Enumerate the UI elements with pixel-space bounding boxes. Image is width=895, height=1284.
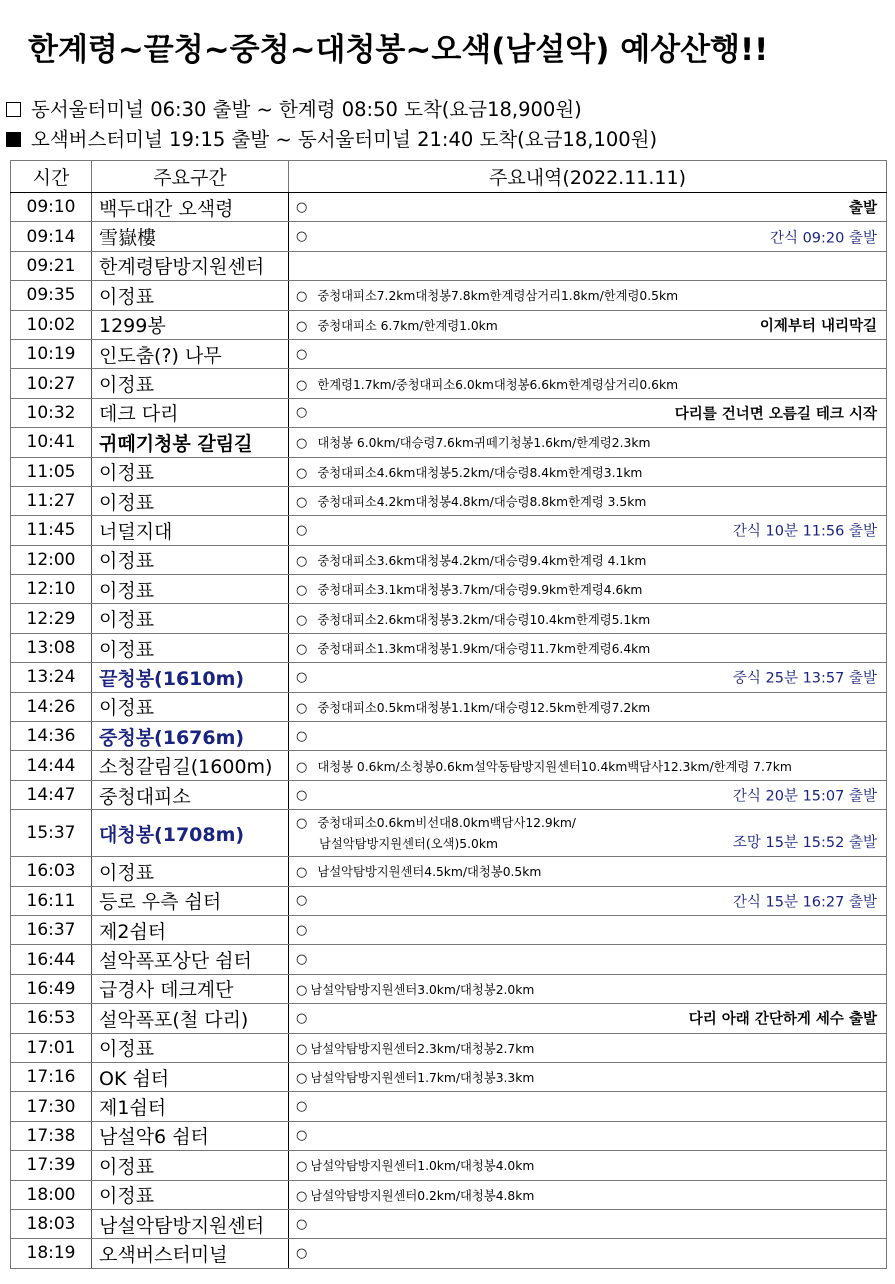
- row-detail: [289, 692, 887, 721]
- detail-text: 중청대피소2.6km대청봉3.2km/대승령10.4km한계령5.1km: [317, 612, 651, 627]
- circle-icon: ○: [296, 405, 308, 421]
- circle-icon: ○: [296, 865, 308, 881]
- row-section: 인도춤(?) 나무: [92, 339, 289, 368]
- row-section: 설악폭포상단 쉼터: [92, 945, 289, 974]
- circle-icon: ○: [296, 787, 308, 803]
- table-row: [11, 886, 887, 915]
- table-row: [11, 633, 887, 662]
- row-time: 11:05: [11, 457, 92, 486]
- table-row: [11, 945, 887, 974]
- table-row: [11, 281, 887, 310]
- row-note: 간식 10분 11:56 출발: [732, 523, 877, 540]
- detail-text: 남설악탐방지원센터1.0km/대청봉4.0km: [310, 1159, 535, 1174]
- row-time: 12:00: [11, 545, 92, 574]
- table-row: [11, 369, 887, 398]
- row-section: 이정표: [92, 486, 289, 515]
- transport-text: 오색버스터미널 19:15 출발 ~ 동서울터미널 21:40 도착(요금18,100원): [31, 128, 658, 151]
- circle-icon: ○: [296, 1010, 308, 1026]
- row-time: 13:24: [11, 663, 92, 692]
- row-time: 16:03: [11, 857, 92, 886]
- detail-text: 남설악탐방지원센터3.0km/대청봉2.0km: [310, 982, 535, 997]
- row-note: 간식 09:20 출발: [769, 230, 877, 247]
- detail-text: 남설악탐방지원센터(오색)5.0km: [319, 836, 498, 851]
- row-section: 대청봉(1708m): [92, 810, 289, 857]
- header-detail: 주요내역(2022.11.11): [289, 161, 887, 193]
- table-row: [11, 1004, 887, 1033]
- circle-icon: ○: [296, 1099, 308, 1115]
- row-detail: [289, 516, 887, 545]
- row-time: 17:38: [11, 1121, 92, 1150]
- table-row: [11, 1209, 887, 1238]
- circle-icon: ○: [296, 553, 308, 569]
- row-section: 이정표: [92, 1180, 289, 1209]
- table-row: [11, 575, 887, 604]
- circle-icon: ○: [296, 952, 308, 968]
- row-time: 18:00: [11, 1180, 92, 1209]
- row-section: 이정표: [92, 857, 289, 886]
- row-detail: [289, 457, 887, 486]
- row-time: 10:02: [11, 310, 92, 339]
- row-time: 17:01: [11, 1033, 92, 1062]
- row-detail: [289, 722, 887, 751]
- circle-icon: ○: [296, 893, 308, 909]
- row-detail: [289, 915, 887, 944]
- row-time: 12:10: [11, 575, 92, 604]
- header-section: 주요구간: [92, 161, 289, 193]
- table-row: [11, 251, 887, 280]
- row-section: 제2쉼터: [92, 915, 289, 944]
- detail-text: 중청대피소7.2km대청봉7.8km한계령삼거리1.8km/한계령0.5km: [317, 289, 679, 304]
- row-time: 09:14: [11, 222, 92, 251]
- row-section: 이정표: [92, 457, 289, 486]
- row-time: 09:35: [11, 281, 92, 310]
- row-time: 16:49: [11, 974, 92, 1003]
- row-detail: [289, 810, 887, 857]
- table-row: [11, 1121, 887, 1150]
- detail-text: 대청봉 6.0km/대승령7.6km귀떼기청봉1.6km/한계령2.3km: [317, 436, 651, 451]
- row-section: 이정표: [92, 633, 289, 662]
- row-section: 이정표: [92, 545, 289, 574]
- detail-text: 한계령1.7km/중청대피소6.0km대청봉6.6km한계령삼거리0.6km: [317, 377, 679, 392]
- circle-icon: ○: [296, 759, 308, 775]
- row-detail: [289, 1209, 887, 1238]
- row-time: 17:30: [11, 1092, 92, 1121]
- row-section: 이정표: [92, 369, 289, 398]
- table-row: [11, 663, 887, 692]
- table-row: [11, 604, 887, 633]
- row-section: 이정표: [92, 1033, 289, 1062]
- row-note: 다리를 건너면 오름길 테크 시작: [674, 406, 877, 423]
- table-row: [11, 339, 887, 368]
- table-row: [11, 486, 887, 515]
- row-section: 중청봉(1676m): [92, 722, 289, 751]
- circle-icon: ○: [296, 495, 308, 511]
- table-row: [11, 545, 887, 574]
- row-detail: [289, 575, 887, 604]
- table-row: [11, 1239, 887, 1268]
- transport-line-departure: [6, 94, 582, 122]
- row-time: 16:37: [11, 915, 92, 944]
- row-detail: [289, 428, 887, 457]
- row-section: 이정표: [92, 1151, 289, 1180]
- row-section: 제1쉼터: [92, 1092, 289, 1121]
- row-detail: [289, 281, 887, 310]
- row-detail: [289, 974, 887, 1003]
- row-note: 중식 25분 13:57 출발: [732, 670, 877, 687]
- row-section: 이정표: [92, 281, 289, 310]
- table-header-row: [11, 161, 887, 193]
- circle-icon: ○: [296, 522, 308, 538]
- detail-text: 중청대피소1.3km대청봉1.9km/대승령11.7km한계령6.4km: [317, 642, 651, 657]
- detail-text: 남설악탐방지원센터4.5km/대청봉0.5km: [317, 865, 542, 880]
- table-row: [11, 310, 887, 339]
- filled-square-icon: [6, 132, 21, 147]
- row-section: 데크 다리: [92, 398, 289, 427]
- detail-text: 남설악탐방지원센터0.2km/대청봉4.8km: [310, 1188, 535, 1203]
- row-detail: [289, 1092, 887, 1121]
- row-detail: [289, 545, 887, 574]
- circle-icon: ○: [296, 318, 308, 334]
- row-section: 1299봉: [92, 310, 289, 339]
- circle-icon: ○: [296, 642, 308, 658]
- circle-icon: ○: [296, 922, 308, 938]
- row-time: 14:47: [11, 780, 92, 809]
- table-row: [11, 751, 887, 780]
- row-time: 10:32: [11, 398, 92, 427]
- circle-icon: ○: [296, 728, 308, 744]
- circle-icon: ○: [296, 669, 308, 685]
- table-row: [11, 1033, 887, 1062]
- row-detail: [289, 1004, 887, 1033]
- detail-text: 중청대피소4.2km대청봉4.8km/대승령8.8km한계령 3.5km: [317, 495, 647, 510]
- table-row: [11, 915, 887, 944]
- row-detail: [289, 751, 887, 780]
- row-time: 10:41: [11, 428, 92, 457]
- detail-text: 중청대피소 6.7km/한계령1.0km: [317, 318, 498, 333]
- circle-icon: ○: [296, 377, 308, 393]
- schedule-table: [10, 160, 887, 1269]
- header-time: 시간: [11, 161, 92, 193]
- page-title: 한계령~끝청~중청~대청봉~오색(남설악) 예상산행!!: [28, 32, 769, 68]
- row-detail: [289, 1151, 887, 1180]
- row-time: 17:16: [11, 1062, 92, 1091]
- row-detail: [289, 1239, 887, 1268]
- table-row: [11, 457, 887, 486]
- circle-icon: ○: [296, 815, 308, 831]
- circle-icon: ○: [296, 436, 308, 452]
- row-detail: [289, 604, 887, 633]
- row-section: 설악폭포(철 다리): [92, 1004, 289, 1033]
- circle-icon: ○: [296, 465, 308, 481]
- row-time: 14:36: [11, 722, 92, 751]
- row-time: 10:19: [11, 339, 92, 368]
- row-detail: [289, 222, 887, 251]
- row-section: 이정표: [92, 692, 289, 721]
- detail-text: 남설악탐방지원센터2.3km/대청봉2.7km: [310, 1041, 535, 1056]
- row-section: OK 쉼터: [92, 1062, 289, 1091]
- circle-icon: ○: [296, 982, 308, 998]
- empty-square-icon: [6, 102, 21, 117]
- row-section: 남설악6 쉼터: [92, 1121, 289, 1150]
- circle-icon: ○: [296, 199, 308, 215]
- row-detail: [289, 663, 887, 692]
- circle-icon: ○: [296, 1216, 308, 1232]
- table-row: [11, 780, 887, 809]
- row-detail: [289, 1033, 887, 1062]
- table-row: [11, 1062, 887, 1091]
- row-time: 11:45: [11, 516, 92, 545]
- row-section: 남설악탐방지원센터: [92, 1209, 289, 1238]
- table-row: [11, 1151, 887, 1180]
- row-section: 등로 우측 쉼터: [92, 886, 289, 915]
- circle-icon: ○: [296, 1128, 308, 1144]
- row-section: 너덜지대: [92, 516, 289, 545]
- detail-text: 중청대피소0.6km비선대8.0km백담사12.9km/: [317, 815, 576, 830]
- row-detail: [289, 633, 887, 662]
- row-note: 간식 15분 16:27 출발: [732, 894, 877, 911]
- detail-text: 대청봉 0.6km/소청봉0.6km설악동탐방지원센터10.4km백담사12.3km/한계령 7.7km: [317, 759, 792, 774]
- row-section: 끝청봉(1610m): [92, 663, 289, 692]
- row-detail: [289, 945, 887, 974]
- row-time: 17:39: [11, 1151, 92, 1180]
- table-row: [11, 974, 887, 1003]
- row-detail: [289, 886, 887, 915]
- circle-icon: ○: [296, 1071, 308, 1087]
- detail-text: 중청대피소3.6km대청봉4.2km/대승령9.4km한계령 4.1km: [317, 553, 647, 568]
- row-time: 14:26: [11, 692, 92, 721]
- table-row: [11, 222, 887, 251]
- circle-icon: ○: [296, 1159, 308, 1175]
- row-detail: [289, 1062, 887, 1091]
- row-detail: [289, 339, 887, 368]
- row-time: 14:44: [11, 751, 92, 780]
- row-detail: [289, 251, 887, 280]
- row-time: 13:08: [11, 633, 92, 662]
- table-row: [11, 428, 887, 457]
- table-row: [11, 1092, 887, 1121]
- row-note: 간식 20분 15:07 출발: [732, 788, 877, 805]
- detail-text: 남설악탐방지원센터1.7km/대청봉3.3km: [310, 1071, 535, 1086]
- circle-icon: ○: [296, 346, 308, 362]
- row-time: 15:37: [11, 810, 92, 857]
- circle-icon: ○: [296, 612, 308, 628]
- row-section: 한계령탐방지원센터: [92, 251, 289, 280]
- row-note: 이제부터 내리막길: [759, 318, 877, 335]
- transport-text: 동서울터미널 06:30 출발 ~ 한계령 08:50 도착(요금18,900원): [31, 98, 582, 121]
- row-note: 출발: [848, 200, 877, 217]
- detail-text: 중청대피소0.5km대청봉1.1km/대승령12.5km한계령7.2km: [317, 700, 651, 715]
- row-note: 조망 15분 15:52 출발: [732, 835, 877, 852]
- table-row: [11, 1180, 887, 1209]
- row-detail: [289, 193, 887, 222]
- row-detail: [289, 1121, 887, 1150]
- table-row: [11, 857, 887, 886]
- row-time: 09:10: [11, 193, 92, 222]
- row-section: 백두대간 오색령: [92, 193, 289, 222]
- row-time: 11:27: [11, 486, 92, 515]
- row-time: 16:53: [11, 1004, 92, 1033]
- row-detail: [289, 857, 887, 886]
- row-time: 16:44: [11, 945, 92, 974]
- table-row: [11, 516, 887, 545]
- row-time: 09:21: [11, 251, 92, 280]
- row-section: 귀떼기청봉 갈림길: [92, 428, 289, 457]
- row-section: 이정표: [92, 604, 289, 633]
- row-detail: [289, 1180, 887, 1209]
- table-row: [11, 193, 887, 222]
- circle-icon: ○: [296, 1245, 308, 1261]
- row-detail: [289, 369, 887, 398]
- row-note: 다리 아래 간단하게 세수 출발: [688, 1011, 877, 1028]
- row-time: 18:19: [11, 1239, 92, 1268]
- table-row: [11, 810, 887, 857]
- row-section: 이정표: [92, 575, 289, 604]
- row-detail: [289, 486, 887, 515]
- row-detail: [289, 398, 887, 427]
- row-detail: [289, 780, 887, 809]
- row-time: 12:29: [11, 604, 92, 633]
- transport-line-return: [6, 124, 657, 152]
- row-time: 18:03: [11, 1209, 92, 1238]
- row-time: 16:11: [11, 886, 92, 915]
- table-row: [11, 722, 887, 751]
- row-time: 10:27: [11, 369, 92, 398]
- row-section: 소청갈림길(1600m): [92, 751, 289, 780]
- row-section: 오색버스터미널: [92, 1239, 289, 1268]
- circle-icon: ○: [296, 289, 308, 305]
- row-section: 급경사 데크계단: [92, 974, 289, 1003]
- detail-text: 중청대피소4.6km대청봉5.2km/대승령8.4km한계령3.1km: [317, 465, 643, 480]
- table-row: [11, 692, 887, 721]
- row-section: 중청대피소: [92, 780, 289, 809]
- row-detail: [289, 310, 887, 339]
- circle-icon: ○: [296, 583, 308, 599]
- circle-icon: ○: [296, 700, 308, 716]
- detail-text: 중청대피소3.1km대청봉3.7km/대승령9.9km한계령4.6km: [317, 583, 643, 598]
- circle-icon: ○: [296, 1188, 308, 1204]
- table-row: [11, 398, 887, 427]
- row-section: 雪嶽樓: [92, 222, 289, 251]
- circle-icon: ○: [296, 229, 308, 245]
- circle-icon: ○: [296, 1041, 308, 1057]
